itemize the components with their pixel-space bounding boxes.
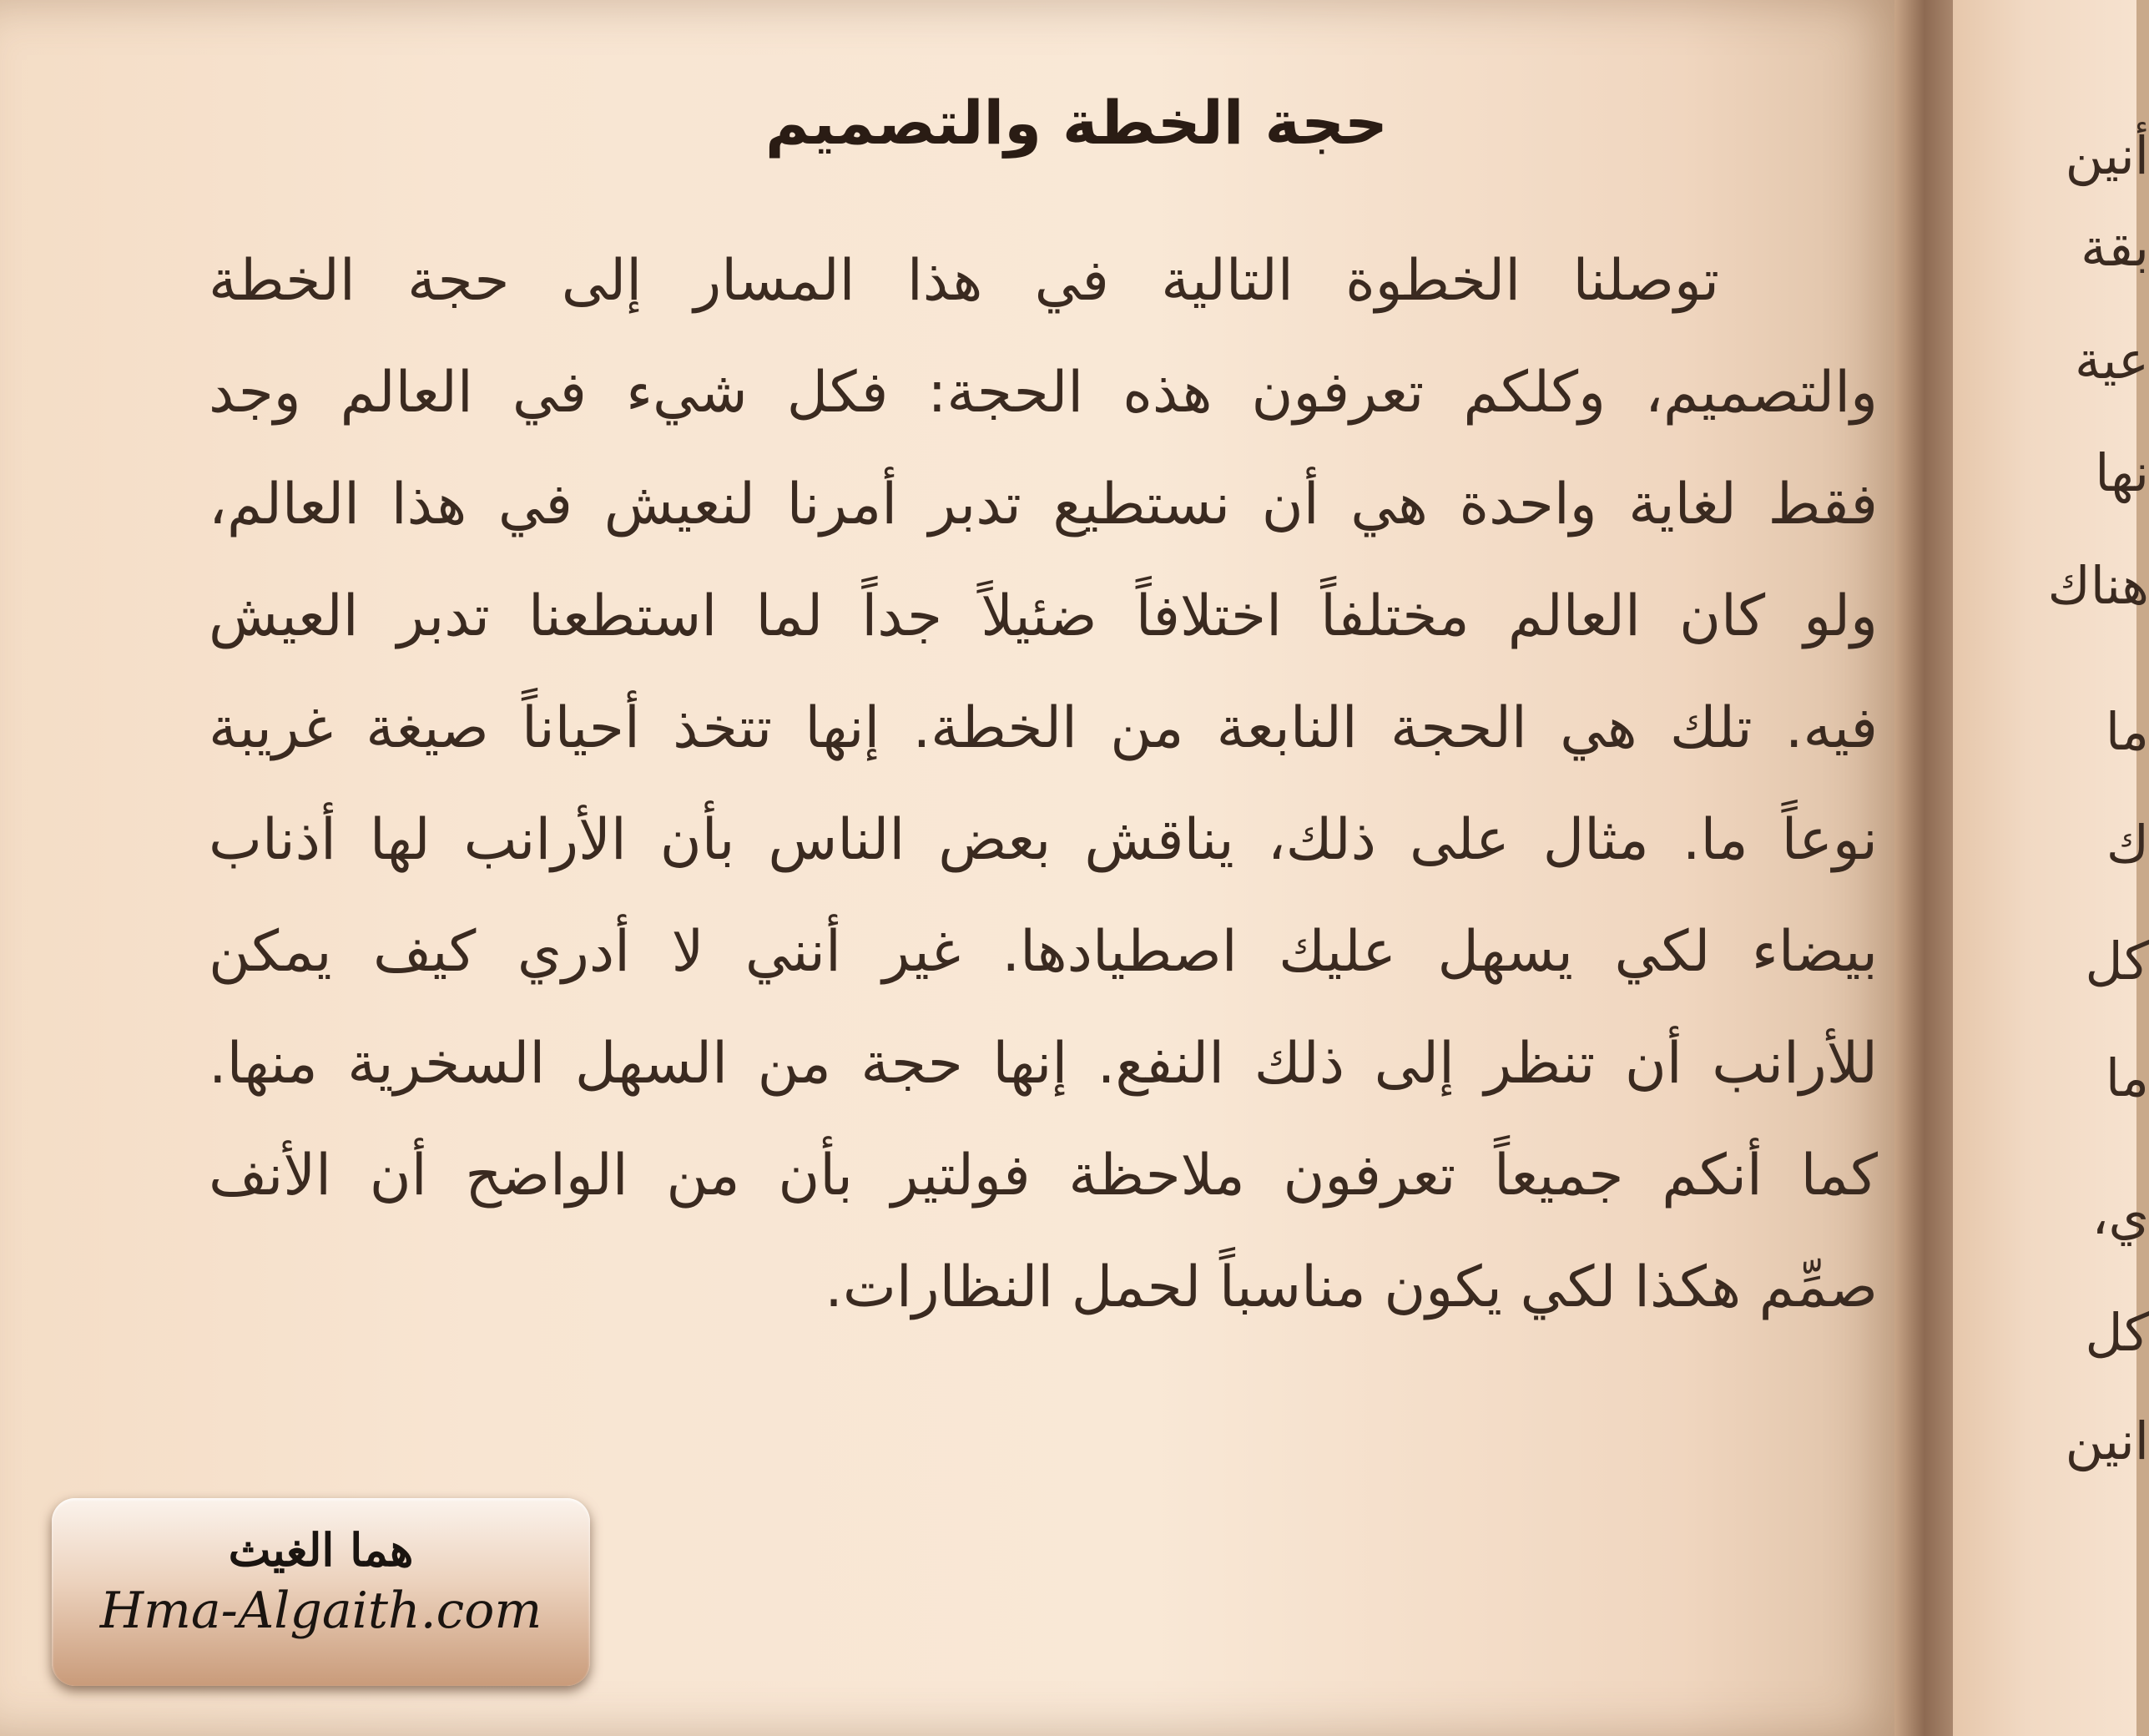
paragraph-line: والتصميم، وكلكم تعرفون هذه الحجة: فكل شيء في العالم وجد: [209, 360, 1878, 426]
adjacent-page-fragment: ي،: [2091, 1185, 2149, 1246]
watermark-badge: [52, 1498, 590, 1686]
paragraph-line: نوعاً ما. مثال على ذلك، يناقش بعض الناس بأن الأرانب لها أذناب: [209, 807, 1878, 873]
paragraph-line: فقط لغاية واحدة هي أن نستطيع تدبر أمرنا لنعيش في هذا العالم،: [209, 472, 1878, 537]
paragraph-line: للأرانب أن تنظر إلى ذلك النفع. إنها حجة من السهل السخرية منها.: [209, 1031, 1878, 1097]
adjacent-page-fragment: عية: [2075, 330, 2149, 391]
paragraph-line: بيضاء لكي يسهل عليك اصطيادها. غير أنني لا أدري كيف يمكن: [209, 919, 1878, 985]
paragraph-line: فيه. تلك هي الحجة النابعة من الخطة. إنها تتخذ أحياناً صيغة غريبة: [209, 695, 1878, 761]
adjacent-page-fragment: ما: [2105, 701, 2149, 762]
book-gutter: [1894, 0, 1961, 1736]
adjacent-page-fragment: ما: [2105, 1047, 2149, 1108]
adjacent-page-fragment: أنين: [2065, 125, 2149, 186]
body-paragraph: [209, 225, 1878, 1344]
adjacent-page-fragment: بقة: [2081, 217, 2149, 278]
watermark-url: Hma-Algaith.com: [99, 1582, 542, 1640]
watermark-arabic-name: هما الغيث: [228, 1523, 414, 1577]
chapter-heading: حجة الخطة والتصميم: [765, 88, 1388, 158]
paragraph-line: توصلنا الخطوة التالية في هذا المسار إلى حجة الخطة: [209, 248, 1719, 314]
adjacent-page-fragment: انين: [2065, 1410, 2149, 1471]
adjacent-page-fragment: هناك: [2047, 555, 2149, 616]
adjacent-page-fragment: كل: [2085, 931, 2149, 992]
adjacent-page-fragment: نها: [2095, 442, 2149, 503]
paragraph-line: كما أنكم جميعاً تعرفون ملاحظة فولتير بأن من الواضح أن الأنف: [209, 1143, 1878, 1209]
paragraph-line: صمِّم هكذا لكي يكون مناسباً لحمل النظارات.: [825, 1254, 1878, 1320]
adjacent-page-fragment: ك: [2106, 814, 2149, 875]
adjacent-page-fragment: كل: [2085, 1302, 2149, 1363]
paragraph-line: ولو كان العالم مختلفاً اختلافاً ضئيلاً جداً لما استطعنا تدبر العيش: [209, 583, 1878, 649]
